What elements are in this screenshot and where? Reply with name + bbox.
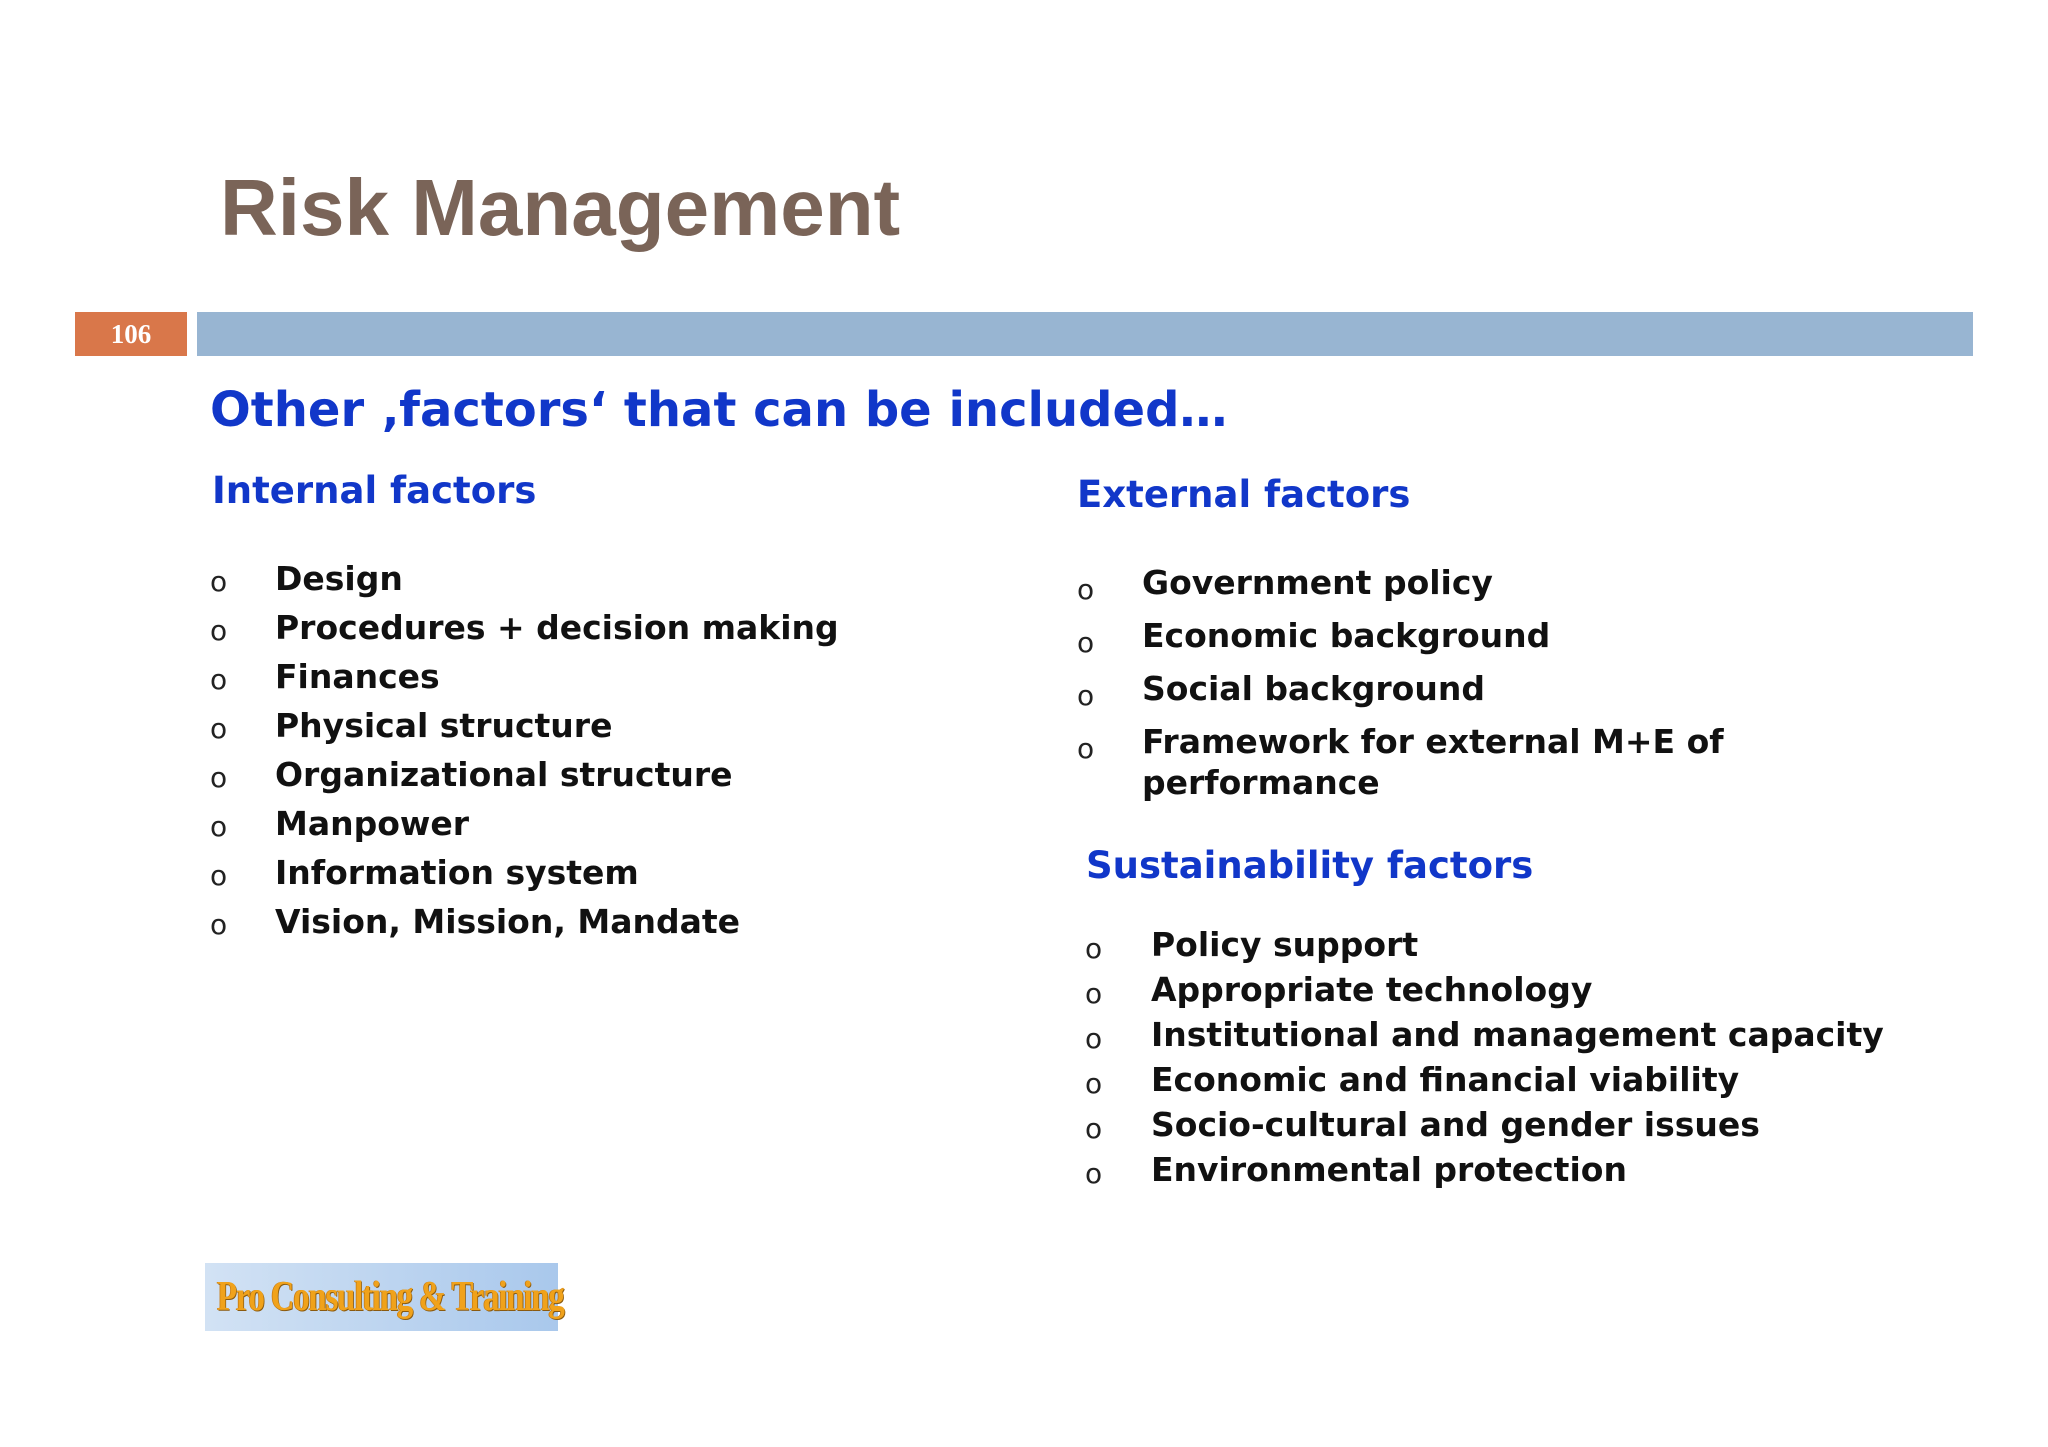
list-item-text: Manpower (275, 804, 470, 843)
bullet-circle-icon: o (1085, 1157, 1103, 1190)
list-item (210, 701, 839, 750)
list-item-text: Procedures + decision making (275, 608, 839, 647)
slide-subtitle: Other ‚factors‘ that can be included… (210, 382, 1228, 438)
bullet-circle-icon: o (210, 565, 228, 598)
list-item-text: Environmental protection (1151, 1150, 1627, 1189)
list-item (1085, 922, 1884, 967)
list-item (1077, 717, 1797, 803)
bullet-circle-icon: o (1085, 932, 1103, 965)
header-divider-bar (197, 312, 1973, 356)
bullet-circle-icon: o (210, 614, 228, 647)
bullet-circle-icon: o (210, 859, 228, 892)
internal-factors-heading: Internal factors (212, 469, 537, 512)
list-item (1085, 1147, 1884, 1192)
list-item (210, 897, 839, 946)
list-item-text: Economic and financial viability (1151, 1060, 1740, 1099)
bullet-circle-icon: o (1085, 1112, 1103, 1145)
bullet-circle-icon: o (210, 761, 228, 794)
list-item-text: Physical structure (275, 706, 613, 745)
external-factors-list (1077, 558, 1797, 803)
list-item-text: Institutional and management capacity (1151, 1015, 1884, 1054)
list-item-text: Design (275, 559, 403, 598)
bullet-circle-icon: o (1085, 1067, 1103, 1100)
internal-factors-list (210, 554, 839, 946)
list-item (210, 652, 839, 701)
page-number-badge: 106 (75, 312, 187, 356)
list-item-text: Framework for external M+E of performance (1142, 722, 1724, 802)
list-item-text: Socio-cultural and gender issues (1151, 1105, 1760, 1144)
external-factors-heading: External factors (1077, 473, 1411, 516)
bullet-circle-icon: o (210, 712, 228, 745)
pro-consulting-logo (205, 1263, 564, 1331)
list-item (1077, 664, 1797, 717)
bullet-circle-icon: o (1077, 573, 1095, 606)
list-item-text: Organizational structure (275, 755, 733, 794)
bullet-circle-icon: o (210, 908, 228, 941)
logo-text: Pro Consulting & Training (217, 1274, 564, 1320)
list-item-text: Policy support (1151, 925, 1419, 964)
bullet-circle-icon: o (210, 663, 228, 696)
bullet-circle-icon: o (1077, 626, 1095, 659)
list-item (1077, 611, 1797, 664)
bullet-circle-icon: o (1085, 1022, 1103, 1055)
slide-title: Risk Management (220, 163, 901, 252)
bullet-circle-icon: o (1085, 977, 1103, 1010)
list-item (1077, 558, 1797, 611)
sustainability-factors-list (1085, 922, 1884, 1192)
bullet-circle-icon: o (210, 810, 228, 843)
list-item (1085, 1012, 1884, 1057)
list-item-text: Appropriate technology (1151, 970, 1593, 1009)
bullet-circle-icon: o (1077, 732, 1095, 765)
list-item (210, 750, 839, 799)
list-item (1085, 1057, 1884, 1102)
list-item-text: Economic background (1142, 616, 1551, 655)
list-item (1085, 967, 1884, 1012)
list-item (210, 799, 839, 848)
bullet-circle-icon: o (1077, 679, 1095, 712)
list-item-text: Finances (275, 657, 440, 696)
list-item (1085, 1102, 1884, 1147)
list-item-text: Government policy (1142, 563, 1493, 602)
list-item (210, 554, 839, 603)
list-item-text: Social background (1142, 669, 1485, 708)
list-item-text: Information system (275, 853, 639, 892)
list-item-text: Vision, Mission, Mandate (275, 902, 740, 941)
list-item (210, 603, 839, 652)
sustainability-factors-heading: Sustainability factors (1086, 844, 1534, 887)
list-item (210, 848, 839, 897)
